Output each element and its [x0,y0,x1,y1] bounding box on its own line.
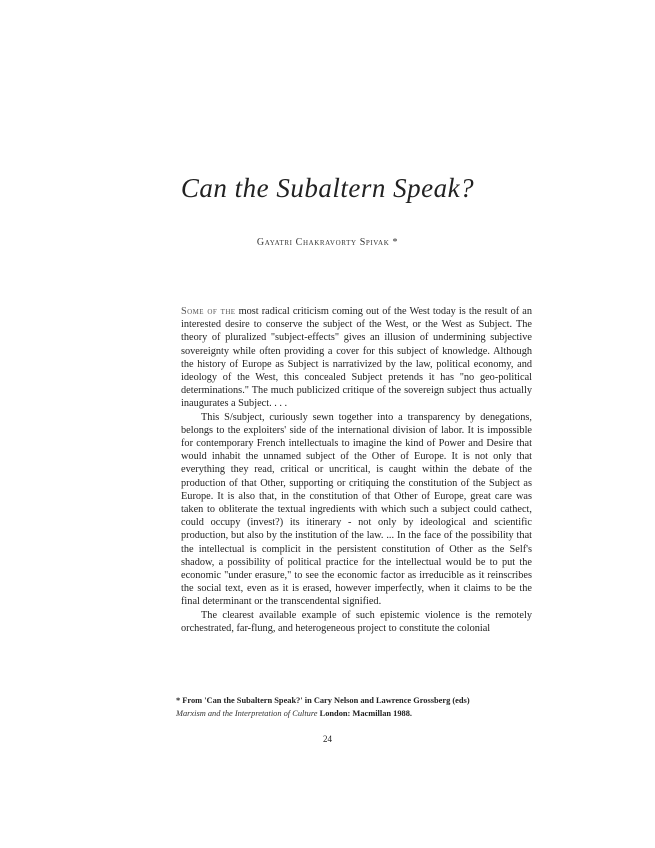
footnote-book-title: Marxism and the Interpretation of Culture [176,708,318,718]
paragraph-1-text: most radical criticism coming out of the West today is the result of an interested desire to conserve the subject of the West, or the West as Subject. The theory of pluralized "subject-effects" gives an illusion of undermining subjective sovereignty while often providing a cover for this subject of knowledge. Although the history of Europe as Subject is narrativized by the law, political economy, and ideology of the West, this concealed Subject pretends it has "no geo-political determinations." The much publicized critique of the sovereign subject thus actually inaugurates a Subject. . . . [181,306,532,410]
paragraph-2: This S/subject, curiously sewn together into a transparency by denegations, belongs to the exploiters' side of the international division of labor. It is impossible for contemporary French intellectuals to imagine the kind of Power and Desire that would inhabit the unnamed subject of the Other of Europe. It is not only that everything they read, critical or uncritical, is caught within the debate of the production of that Other, supporting or critiquing the constitution of the Subject as Europe. It is also that, in the constitution of that Other of Europe, great care was taken to obliterate the textual ingredients with which such a subject could cathect, could occupy (invest?) its itinerary - not only by ideological and scientific production, but also by the institution of the law. ... In the face of the possibility that the intellectual is complicit in the persistent constitution of Other as the Self's shadow, a possibility of political practice for the intellectual would be to put the economic "under erasure," to see the economic factor as irreducible as it reinscribes the social text, even as it is erased, however imperfectly, when it claims to be the final determinant or the transcendental signified. [181,411,532,608]
page-number: 24 [323,734,332,744]
body-text [181,305,532,635]
footnote-source: * From 'Can the Subaltern Speak?' in Cary Nelson and Lawrence Grossberg (eds) [176,696,470,705]
author-line [0,237,655,248]
paragraph-1 [181,305,532,411]
footnote-publisher: London: Macmillan 1988. [317,708,412,718]
paragraph-1-lead: Some of the [181,306,236,317]
author-name: Gayatri Chakravorty Spivak [256,237,390,248]
footnote [176,695,534,720]
paper-title: Can the Subaltern Speak? [180,173,475,203]
paragraph-3: The clearest available example of such epistemic violence is the remotely orchestrated, far-flung, and heterogeneous project to constitute the colonial [181,609,532,634]
author-footnote-mark: * [392,237,399,248]
